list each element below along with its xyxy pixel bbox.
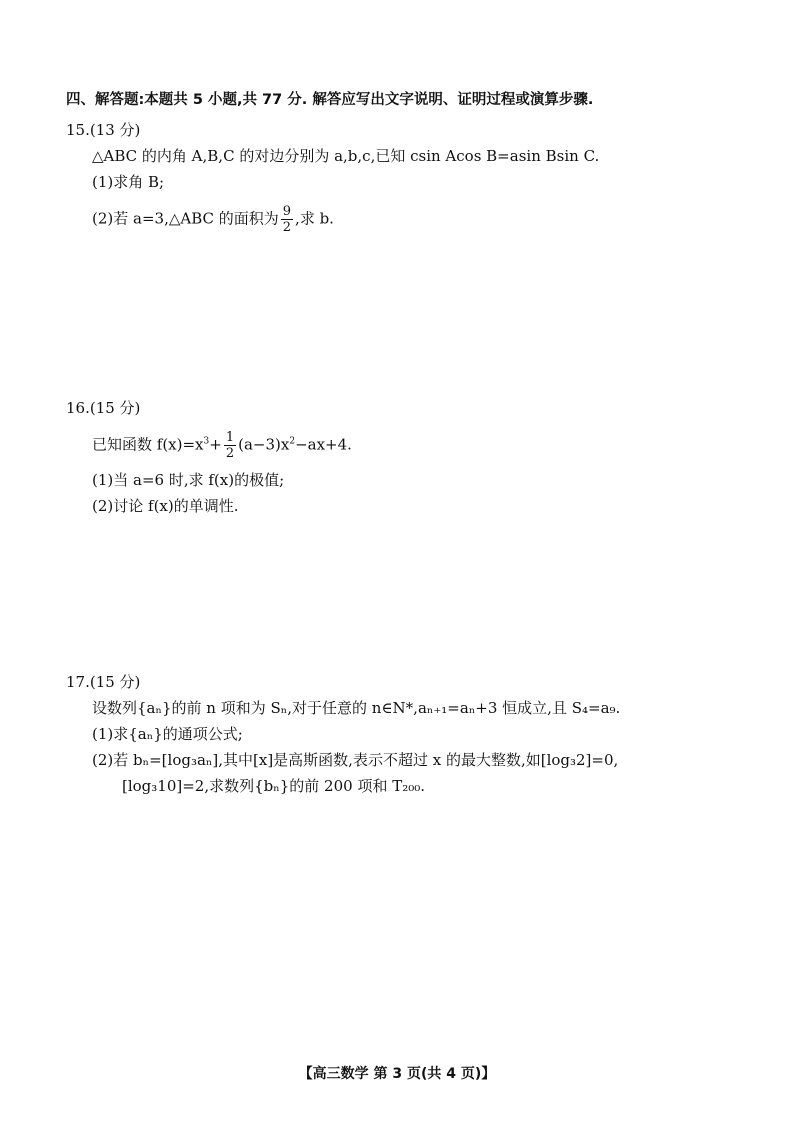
q16-stem-end: −ax+4. — [295, 435, 352, 454]
q15-part1: (1)求角 B; — [92, 173, 165, 191]
q16-stem — [92, 430, 352, 461]
q15-fraction-denominator: 2 — [282, 220, 292, 235]
q16-heading: 16.(15 分) — [66, 399, 141, 417]
q15-part2-text: (2)若 a=3,△ABC 的面积为 — [92, 209, 279, 228]
q15-fraction — [281, 204, 293, 235]
q17-part2-line2: [log₃10]=2,求数列{bₙ}的前 200 项和 T₂₀₀. — [122, 777, 426, 795]
q16-stem-start: 已知函数 f(x)=x — [92, 435, 204, 454]
q16-exponent-2: 2 — [289, 436, 296, 447]
q15-fraction-numerator: 9 — [282, 204, 292, 219]
q15-stem: △ABC 的内角 A,B,C 的对边分别为 a,b,c,已知 csin Acos B=asin Bsin C. — [92, 147, 600, 165]
q15-heading: 15.(13 分) — [66, 121, 141, 139]
q16-plus: + — [209, 435, 222, 454]
q16-exponent-3: 3 — [203, 436, 210, 447]
q16-fraction-denominator: 2 — [225, 446, 235, 461]
q16-part2: (2)讨论 f(x)的单调性. — [92, 497, 239, 515]
page-footer: 【高三数学 第 3 页(共 4 页)】 — [298, 1066, 496, 1082]
q15-part2-tail: ,求 b. — [295, 209, 334, 228]
q17-part2-line1: (2)若 bₙ=[log₃aₙ],其中[x]是高斯函数,表示不超过 x 的最大整数,如[log₃2]=0, — [92, 751, 619, 769]
q16-fraction — [224, 430, 236, 461]
q15-part2 — [92, 204, 334, 235]
q16-fraction-numerator: 1 — [225, 430, 235, 445]
q17-part1: (1)求{aₙ}的通项公式; — [92, 725, 243, 743]
q16-stem-mid: (a−3)x — [238, 435, 290, 454]
section-header: 四、解答题:本题共 5 小题,共 77 分. 解答应写出文字说明、证明过程或演算步骤. — [66, 92, 594, 108]
q16-part1: (1)当 a=6 时,求 f(x)的极值; — [92, 471, 285, 489]
q17-heading: 17.(15 分) — [66, 673, 141, 691]
q17-stem: 设数列{aₙ}的前 n 项和为 Sₙ,对于任意的 n∈N*,aₙ₊₁=aₙ+3 恒成立,且 S₄=a₉. — [92, 699, 621, 717]
